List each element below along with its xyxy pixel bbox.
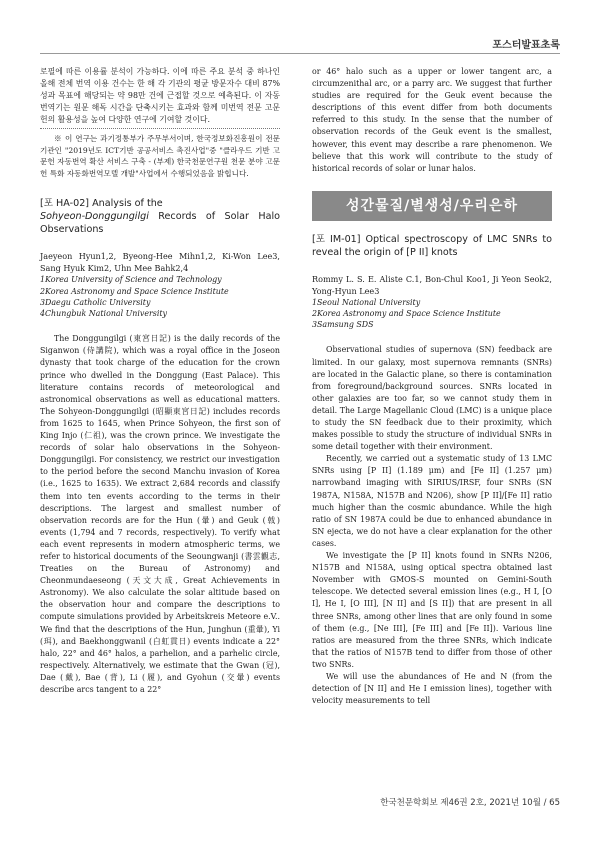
affiliation: 3Daegu Catholic University bbox=[40, 297, 151, 307]
article-title-text: Optical spectroscopy of LMC SNRs to reveal the origin of [P II] knots bbox=[312, 233, 552, 258]
article-code: [포 IM-01] bbox=[312, 233, 361, 245]
page-footer: 한국천문학회보 제46권 2호, 2021년 10월 / 65 bbox=[380, 798, 560, 808]
title-pre: Analysis of the bbox=[89, 198, 163, 210]
abstract-paragraph: We will use the abundances of He and N (from the detection of [N II] and He I emission lines), together with velocity measurements to tell bbox=[312, 671, 552, 706]
left-column bbox=[40, 66, 280, 696]
intro-paragraph: 로필에 따른 이용률 분석이 가능하다. 이에 따른 주요 분석 중 하나인 올해 전체 번역 이용 건수는 한 해 각 기관의 평균 방문자수 대비 87% 성과 목표에 해당되는 약 98만 건에 근접할 것으로 예측된다. 이 자동 번역기는 원문 해독 시간을 단축시키는 효과와 함께 미번역 전문 고문헌의 활용성을 높여 다양한 연구에 기여할 것이다. bbox=[40, 67, 280, 125]
abstract-continuation: or 46° halo such as a upper or lower tangent arc, a circumzenithal arc, or a parry arc. We suggest that further studies are required for the Geuk event because the descriptions of this event differ from both documents referred to this study. In the sense that the number of observation records of the Geuk event is the smallest, however, this event may describe a rare phenomenon. We believe that this work will contribute to the study of historical records of solar or lunar halos. bbox=[312, 67, 552, 173]
affiliation: 1Korea University of Science and Technology bbox=[40, 275, 222, 285]
section-header: 포스터발표초록 bbox=[492, 40, 560, 51]
title-post: Records of Solar Halo Observations bbox=[40, 211, 280, 236]
article-title-im01 bbox=[312, 233, 552, 259]
right-column bbox=[312, 66, 552, 707]
article-code: [포 HA-02] bbox=[40, 198, 90, 210]
header-divider bbox=[40, 53, 560, 54]
abstract-paragraph: We investigate the [P II] knots found in SNRs N206, N157B and N158A, using optical spectra obtained last November with GMOS-S mounted on Gemini-South telescope. We detected several emission lines (e.g., H I, [O I], He I, [O III], [N II] and [S II]) that are present in all three SNRs, among other lines that are only found in some of them (e.g., [Ne III], [Fe III] and [Fe II]). Various line ratios are measured from the three SNRs, which indicate that the ratios of N157B tend to differ from those of other two SNRs. bbox=[312, 551, 552, 669]
affiliation: 2Korea Astronomy and Space Science Institute bbox=[40, 286, 229, 296]
section-title-bar: 성간물질/별생성/우리은하 bbox=[312, 191, 552, 221]
authors: Rommy L. S. E. Aliste C.1, Bon-Chul Koo1, Ji Yeon Seok2, Yong-Hyun Lee3 bbox=[312, 273, 552, 296]
funding-note: ※ 이 연구는 과기정통부가 주무부서이며, 한국정보화진흥원이 전문기관인 "2019년도 ICT기반 공공서비스 촉진사업"중 "클라우드 기반 고문헌 자동번역 확산 서비스 구축 - (부제) 한국천문연구원 천문 분야 고문헌 특화 자동화번역모델 개발"사업에서 수행되었음을 밝힙니다. bbox=[40, 134, 280, 178]
affiliations bbox=[40, 274, 280, 319]
authors: Jaeyeon Hyun1,2, Byeong-Hee Mihn1,2, Ki-Won Lee3, Sang Hyuk Kim2, Uhn Mee Bahk2,4 bbox=[40, 251, 280, 274]
affiliation: 2Korea Astronomy and Space Science Institute bbox=[312, 309, 501, 319]
affiliation: 4Chungbuk National University bbox=[40, 309, 168, 319]
title-italic: Sohyeon-Donggungilgi bbox=[40, 211, 149, 223]
abstract-paragraph: Observational studies of supernova (SN) feedback are limited. In our galaxy, most supernova remnants (SNRs) are located in the Galactic plane, so there is contamination from foreground/background sources. SNRs located in other galaxies are too far, so we cannot study them in detail. The Large Magellanic Cloud (LMC) is a unique place to study the SN feedback due to their proximity, which makes possible to study the structure of individual SNRs in some detail together with their environment. bbox=[312, 345, 552, 452]
affiliation: 3Samsung SDS bbox=[312, 320, 374, 330]
abstract-paragraph: Recently, we carried out a systematic study of 13 LMC SNRs using [P II] (1.189 μm) and [Fe II] (1.257 μm) narrowband imaging with SIRIUS/IRSF, four SNRs (SN 1987A, N158A, N157B and N206), show [P II]/[Fe II] ratio much higher than the cosmic abundance. While the high ratio of SN 1987A could be due to enhanced abundance in SN ejecta, we do not have a clear explanation for the other cases. bbox=[312, 454, 552, 548]
affiliations bbox=[312, 297, 552, 331]
abstract-body: The Donggungilgi (東宮日記) is the daily records of the Siganwon (侍講院), which was a royal office in the Joseon dynasty that took charge of the education for the crown prince who dwelled in the Donggung (East Palace). This literature contains records of meteorological and astronomical observations as well as educational matters. The Sohyeon-Donggungilgi (昭顯東宮日記) includes records from 1625 to 1645, when Prince Sohyeon, the first son of King Injo (仁祖), was the crown prince. We investigate the records of solar halo observations in the Sohyeon-Donggungilgi. For consistency, we restrict our investigation to the period before the second Manchu invasion of Korea (i.e., 1625 to 1635). We extract 2,684 records and classify them into ten events according to the terms in their descriptions. The largest and smallest number of observation records are for the Hun (暈) and Geuk (戟) events (1,794 and 7 records, respectively). To verify what each event represents in modern atmospheric terms, we refer to historical documents of the Seoungwanji (書雲觀志, Treaties on the Bureau of Astronomy) and Cheonmundaeseong (天文大成, Great Achievements in Astronomy). We also calculate the solar altitude based on the observation hour and compare the descriptions to compute simulations provided by Arbeitskreis Meteore e.V.. We find that the descriptions of the Hun, Junghun (重暈), Yi (珥), and Baekhonggwanil (白虹貫日) events indicate a 22° halo, 22° and 46° halos, a parhelion, and a parhelic circle, respectively. Alternatively, we estimate that the Gwan (冠), Dae (戴), Bae (背), Li (履), and Gyohun (交暈) events describe arcs tangent to a 22° bbox=[40, 334, 280, 694]
affiliation: 1Seoul National University bbox=[312, 297, 421, 307]
note-separator bbox=[40, 128, 280, 129]
article-title-ha02 bbox=[40, 197, 280, 236]
